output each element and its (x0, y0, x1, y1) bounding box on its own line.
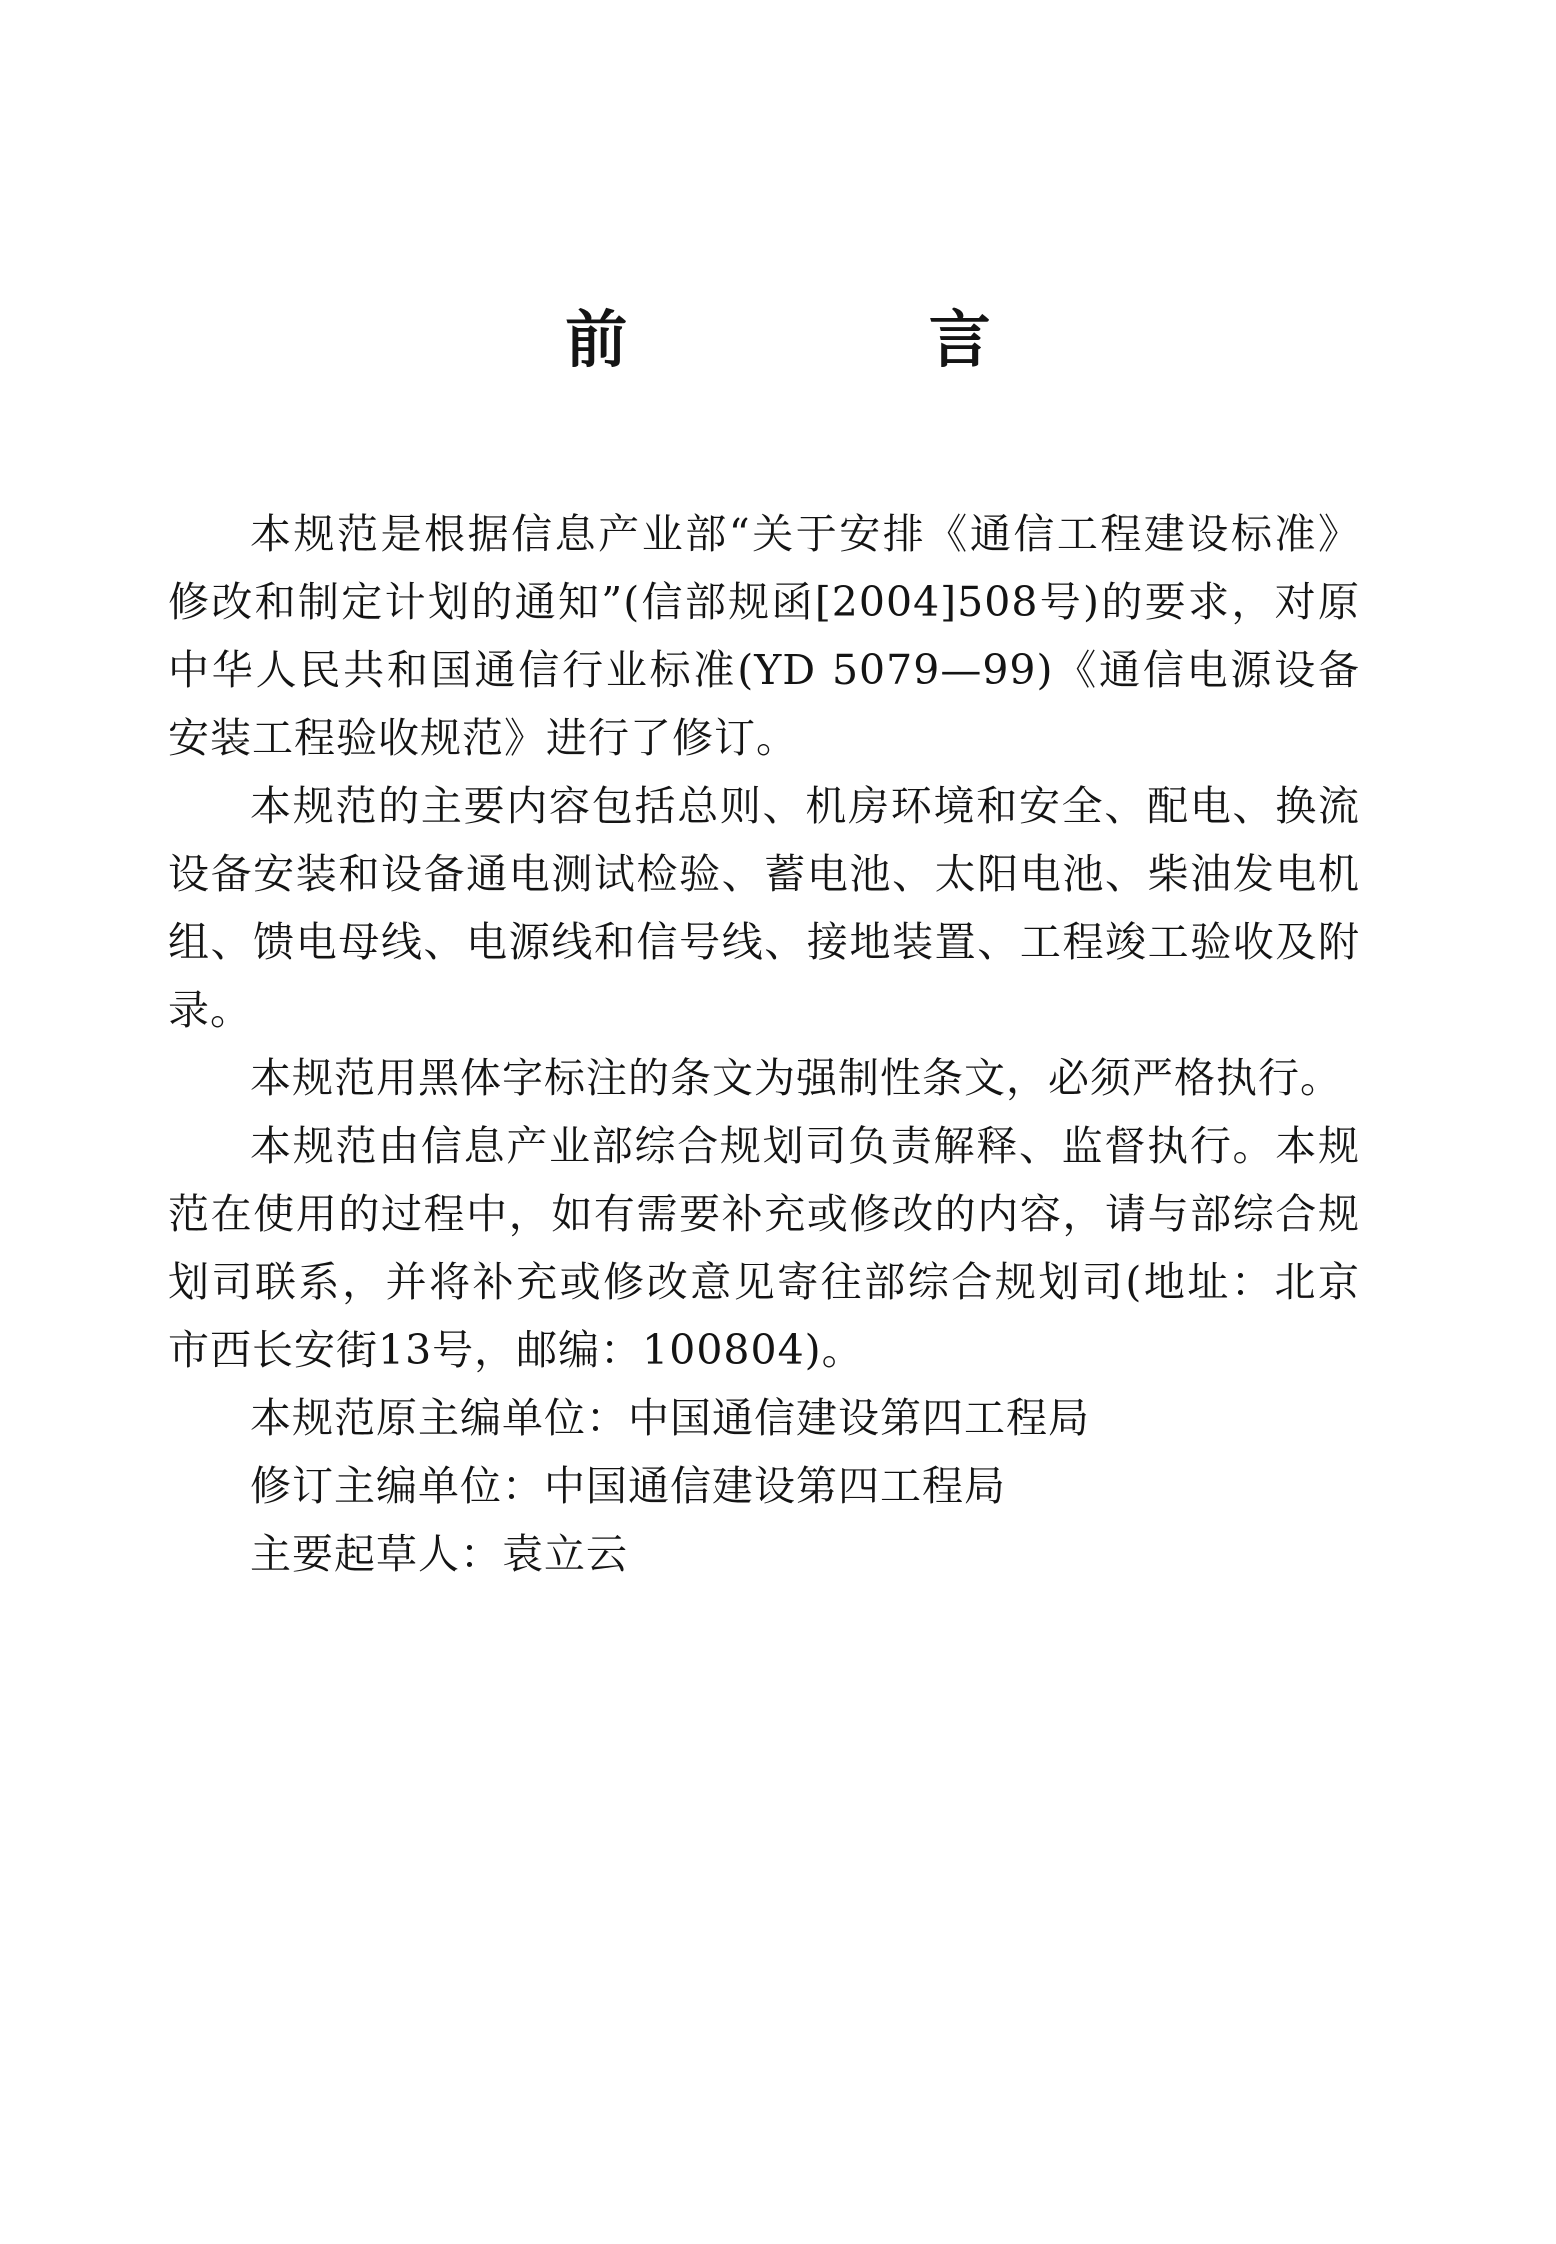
paragraph-contents: 本规范的主要内容包括总则、机房环境和安全、配电、换流设备安装和设备通电测试检验、蓄电池、太阳电池、柴油发电机组、馈电母线、电源线和信号线、接地装置、工程竣工验收及附录。 (168, 782, 1360, 1034)
paragraph-basis: 本规范是根据信息产业部“关于安排《通信工程建设标准》修改和制定计划的通知”(信部规函[2004]508号)的要求，对原中华人民共和国通信行业标准(YD 5079—99)《通信电源设备安装工程验收规范》进行了修订。 (168, 510, 1360, 762)
paragraph-original-editor: 本规范原主编单位：中国通信建设第四工程局 (250, 1394, 1090, 1442)
paragraph-interpretation: 本规范由信息产业部综合规划司负责解释、监督执行。本规范在使用的过程中，如有需要补充或修改的内容，请与部综合规划司联系，并将补充或修改意见寄往部综合规划司(地址：北京市西长安街13号，邮编：100804)。 (168, 1122, 1360, 1374)
paragraph-drafter: 主要起草人：袁立云 (250, 1530, 628, 1578)
page-title: 前 言 (565, 303, 1131, 376)
document-body (168, 500, 1360, 1588)
paragraph-revision-editor: 修订主编单位：中国通信建设第四工程局 (250, 1462, 1006, 1510)
paragraph-mandatory: 本规范用黑体字标注的条文为强制性条文，必须严格执行。 (250, 1054, 1342, 1102)
